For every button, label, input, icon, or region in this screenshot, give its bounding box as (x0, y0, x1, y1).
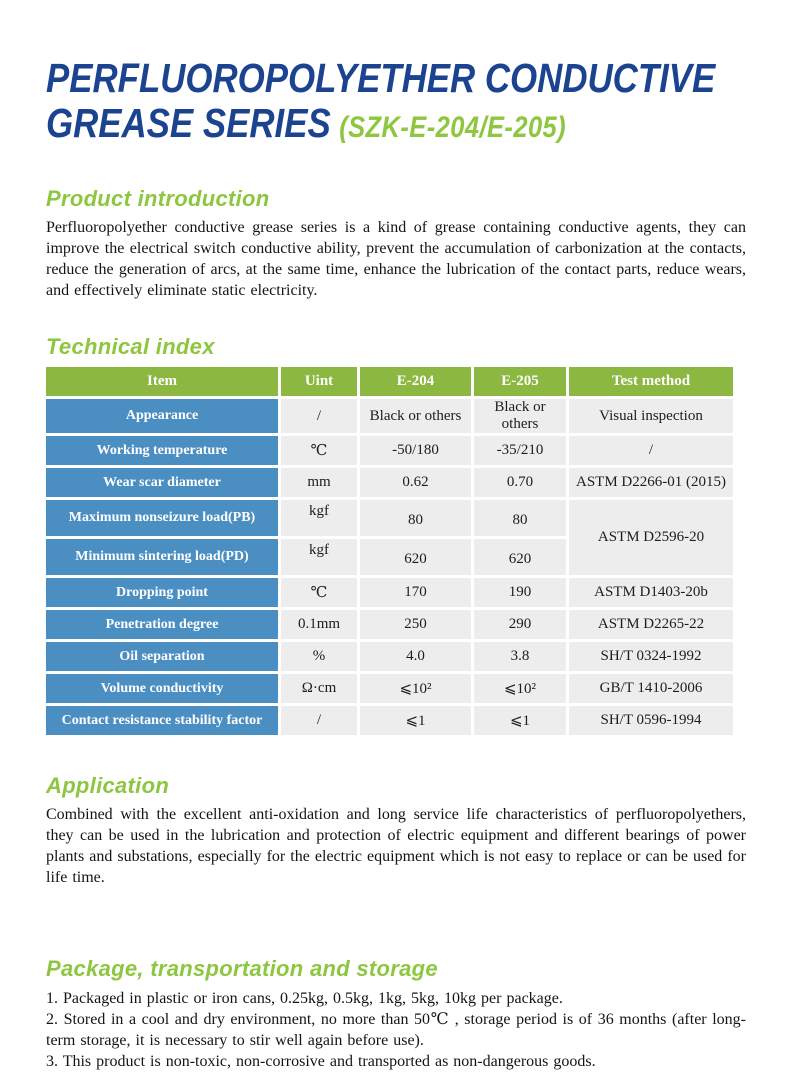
e204-value-cell: ⩽10² (360, 674, 471, 703)
section-heading-technical-index: Technical index (46, 334, 215, 360)
package-list (46, 988, 746, 1072)
e205-value-cell: 0.70 (474, 468, 566, 497)
e205-value-cell: -35/210 (474, 436, 566, 465)
unit-cell: mm (281, 468, 357, 497)
table-row-appearance (46, 399, 733, 433)
product-code: (SZK-E-204/E-205) (339, 111, 567, 145)
section-heading-package-transportation-storage: Package, transportation and storage (46, 956, 438, 982)
unit-cell: ℃ (281, 436, 357, 465)
row-label-cell: Oil separation (46, 642, 278, 671)
unit-cell: 0.1mm (281, 610, 357, 639)
e204-value-cell: 0.62 (360, 468, 471, 497)
row-label-cell: Volume conductivity (46, 674, 278, 703)
e204-value-cell: 620 (360, 539, 471, 575)
e205-value-cell: 3.8 (474, 642, 566, 671)
product-introduction-paragraph: Perfluoropolyether conductive grease series is a kind of grease containing conductive agents, they can improve the electrical switch conductive ability, prevent the accumulation of carbonization at the contacts, reduce the generation of arcs, at the same time, enhance the lubrication of the contact parts, reduce wears, and effectively eliminate static electricity. (46, 219, 746, 300)
test-method-cell: GB/T 1410-2006 (569, 674, 733, 703)
e205-value-cell: ⩽10² (474, 674, 566, 703)
test-method-cell: ASTM D2266-01 (2015) (569, 468, 733, 497)
e204-value-cell: 4.0 (360, 642, 471, 671)
test-method-cell: SH/T 0596-1994 (569, 706, 733, 735)
test-method-cell: SH/T 0324-1992 (569, 642, 733, 671)
unit-cell: ℃ (281, 578, 357, 607)
section-heading-application: Application (46, 773, 170, 799)
e205-value-cell: Black or others (474, 399, 566, 433)
page-title-line-2 (46, 101, 641, 146)
page-title-series: GREASE SERIES (46, 100, 331, 147)
e204-value-cell: 80 (360, 500, 471, 536)
unit-cell: Ω·cm (281, 674, 357, 703)
application-paragraph: Combined with the excellent anti-oxidation and long service life characteristics of perfluoropolyethers, they can be used in the lubrication and protection of electric equipment and different bearings of power plants and substations, especially for the electric equipment which is not easy to replace or can be used for life time. (46, 806, 746, 887)
table-row-oil-separation (46, 642, 733, 671)
e204-value-cell: ⩽1 (360, 706, 471, 735)
unit-cell: kgf (281, 500, 357, 536)
row-label-cell: Penetration degree (46, 610, 278, 639)
table-row-volume-conductivity (46, 674, 733, 703)
e204-value-cell: 250 (360, 610, 471, 639)
package-item-3: 3. This product is non-toxic, non-corrosive and transported as non-dangerous goods. (46, 1053, 596, 1071)
column-header-item: Item (46, 367, 278, 396)
test-method-cell: / (569, 436, 733, 465)
test-method-cell: ASTM D2265-22 (569, 610, 733, 639)
e204-value-cell: 170 (360, 578, 471, 607)
column-header-e205: E-205 (474, 367, 566, 396)
page-title (46, 0, 746, 146)
row-label-cell: Maximum nonseizure load(PB) (46, 500, 278, 536)
unit-cell: % (281, 642, 357, 671)
test-method-cell: ASTM D1403-20b (569, 578, 733, 607)
e205-value-cell: 190 (474, 578, 566, 607)
e204-value-cell: Black or others (360, 399, 471, 433)
table-row-working-temperature (46, 436, 733, 465)
column-header-test-method: Test method (569, 367, 733, 396)
column-header-e204: E-204 (360, 367, 471, 396)
package-item-2: 2. Stored in a cool and dry environment, no more than 50℃ , storage period is of 36 months (after long-term storage, it is necessary to stir well again before use). (46, 1011, 746, 1050)
row-label-cell: Contact resistance stability factor (46, 706, 278, 735)
table-header-row (46, 367, 733, 396)
row-label-cell: Wear scar diameter (46, 468, 278, 497)
technical-index-table (43, 364, 736, 738)
section-heading-product-introduction: Product introduction (46, 186, 270, 212)
unit-cell: kgf (281, 539, 357, 575)
page-title-line-1: PERFLUOROPOLYETHER CONDUCTIVE (46, 55, 716, 101)
row-label-cell: Minimum sintering load(PD) (46, 539, 278, 575)
e205-value-cell: ⩽1 (474, 706, 566, 735)
test-method-cell-merged: ASTM D2596-20 (569, 500, 733, 575)
unit-cell: / (281, 399, 357, 433)
package-item-1: 1. Packaged in plastic or iron cans, 0.25kg, 0.5kg, 1kg, 5kg, 10kg per package. (46, 990, 563, 1008)
table-row-maximum-nonseizure-load (46, 500, 733, 536)
test-method-cell: Visual inspection (569, 399, 733, 433)
e205-value-cell: 290 (474, 610, 566, 639)
table-row-penetration-degree (46, 610, 733, 639)
row-label-cell: Appearance (46, 399, 278, 433)
e205-value-cell: 80 (474, 500, 566, 536)
table-row-contact-resistance-stability-factor (46, 706, 733, 735)
table-row-dropping-point (46, 578, 733, 607)
column-header-uint: Uint (281, 367, 357, 396)
table-row-wear-scar-diameter (46, 468, 733, 497)
row-label-cell: Working temperature (46, 436, 278, 465)
e204-value-cell: -50/180 (360, 436, 471, 465)
e205-value-cell: 620 (474, 539, 566, 575)
unit-cell: / (281, 706, 357, 735)
row-label-cell: Dropping point (46, 578, 278, 607)
